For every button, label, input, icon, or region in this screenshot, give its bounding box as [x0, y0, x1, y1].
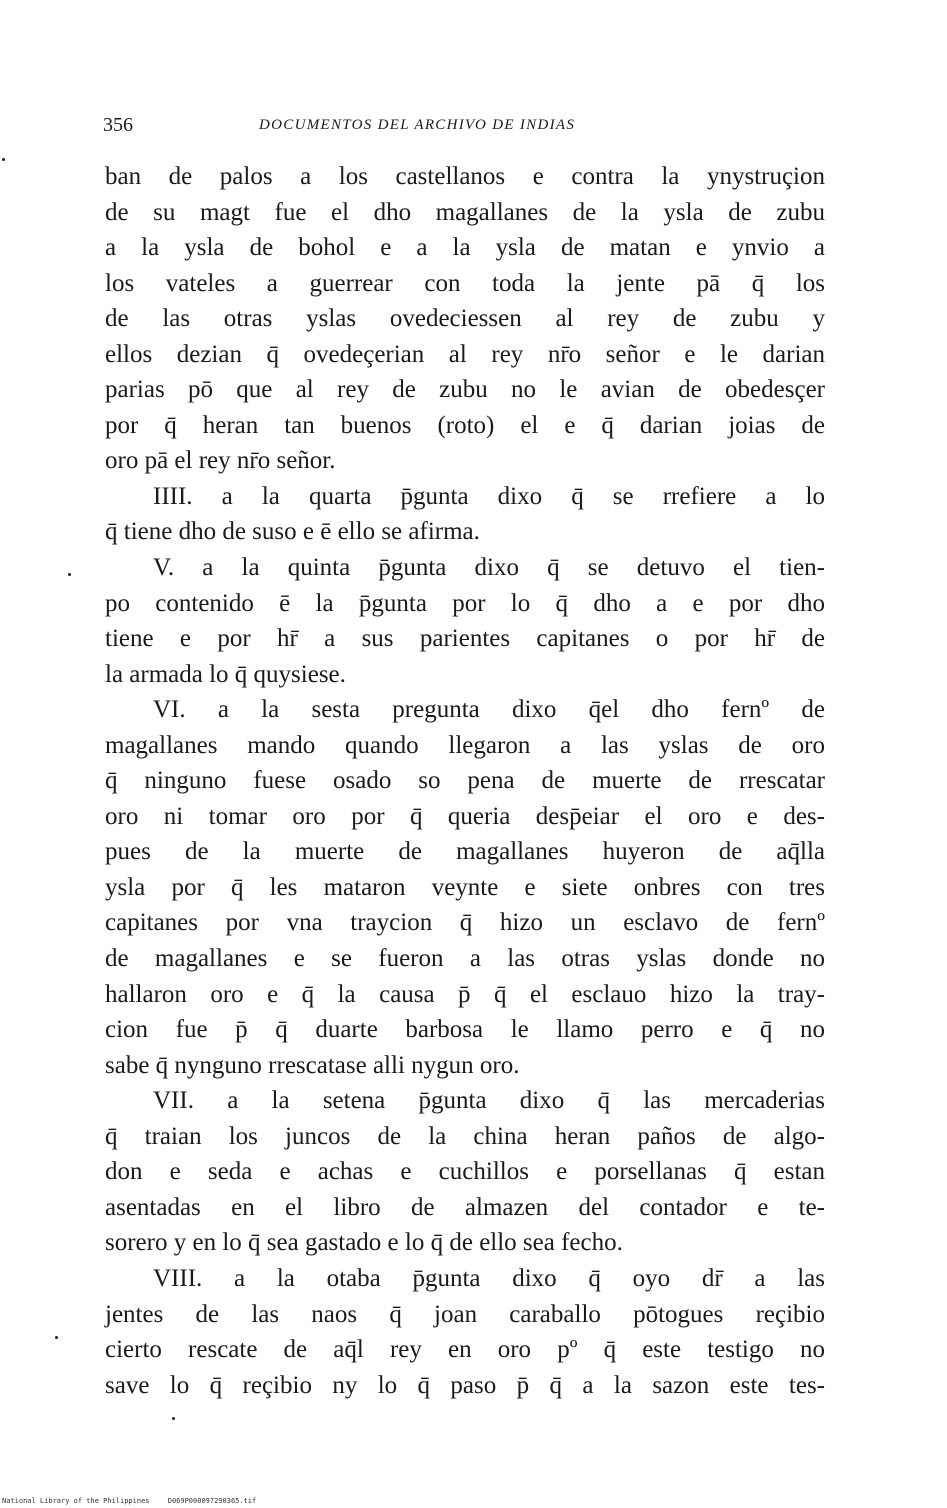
- scan-footer: [2, 1497, 256, 1505]
- text-line: de las otras yslas ovedeciessen al rey de zubu y: [105, 305, 825, 333]
- text-line: cion fue p̄ q̄ duarte barbosa le llamo perro e q̄ no: [105, 1016, 825, 1044]
- text-line: save lo q̄ reçibio ny lo q̄ paso p̄ q̄ a la sazon este tes-: [105, 1371, 825, 1399]
- text-line: IIII. a la quarta p̄gunta dixo q̄ se rrefiere a lo: [153, 482, 825, 510]
- footer-file: D069P000097290365.tif: [167, 1497, 257, 1505]
- text-line: magallanes mando quando llegaron a las yslas de oro: [105, 731, 825, 759]
- scan-speck: [55, 1336, 58, 1339]
- text-line: ysla por q̄ les mataron veynte e siete onbres con tres: [105, 873, 825, 901]
- text-line: parias pō que al rey de zubu no le avian de obedesçer: [105, 376, 825, 404]
- scan-speck: [68, 573, 71, 576]
- text-line: de magallanes e se fueron a las otras yslas donde no: [105, 945, 825, 973]
- footer-library: National Library of the Philippines: [2, 1497, 150, 1505]
- text-line: VI. a la sesta pregunta dixo q̄el dho fernº de: [153, 696, 825, 724]
- page-number: 356: [103, 114, 133, 136]
- text-line: VII. a la setena p̄gunta dixo q̄ las mercaderias: [153, 1087, 825, 1115]
- running-head: DOCUMENTOS DEL ARCHIVO DE INDIAS: [259, 117, 576, 133]
- text-line: hallaron oro e q̄ la causa p̄ q̄ el esclauo hizo la tray-: [105, 980, 825, 1008]
- scan-speck: [2, 158, 5, 161]
- text-line: los vateles a guerrear con toda la jente pā q̄ los: [105, 269, 825, 297]
- text-line: asentadas en el libro de almazen del contador e te-: [105, 1193, 825, 1221]
- text-line: a la ysla de bohol e a la ysla de matan e ynvio a: [105, 234, 825, 262]
- scan-speck: [172, 1417, 175, 1420]
- text-line: po contenido ē la p̄gunta por lo q̄ dho a e por dho: [105, 589, 825, 617]
- text-line: ellos dezian q̄ ovedeçerian al rey nr̄o señor e le darian: [105, 340, 825, 368]
- text-line: q̄ ninguno fuese osado so pena de muerte de rrescatar: [105, 767, 825, 795]
- text-line: oro ni tomar oro por q̄ queria desp̄eiar el oro e des-: [105, 802, 825, 830]
- text-line: don e seda e achas e cuchillos e porsellanas q̄ estan: [105, 1158, 825, 1186]
- text-line: capitanes por vna traycion q̄ hizo un esclavo de fernº: [105, 909, 825, 937]
- text-line: por q̄ heran tan buenos (roto) el e q̄ darian joias de: [105, 411, 825, 439]
- text-line: VIII. a la otaba p̄gunta dixo q̄ oyo dr̄ a las: [153, 1264, 825, 1292]
- text-line: V. a la quinta p̄gunta dixo q̄ se detuvo el tien-: [153, 554, 825, 582]
- page-header: [103, 114, 823, 142]
- text-line: la armada lo q̄ quysiese.: [105, 660, 346, 688]
- text-line: ban de palos a los castellanos e contra la ynystruçion: [105, 163, 825, 190]
- text-line: cierto rescate de aq̄l rey en oro pº q̄ este testigo no: [105, 1336, 825, 1364]
- text-line: sorero y en lo q̄ sea gastado e lo q̄ de ello sea fecho.: [105, 1229, 623, 1257]
- text-line: pues de la muerte de magallanes huyeron de aq̄lla: [105, 838, 825, 866]
- text-line: q̄ tiene dho de suso e ē ello se afirma.: [105, 518, 480, 546]
- text-line: tiene e por hr̄ a sus parientes capitanes o por hr̄ de: [105, 625, 825, 653]
- body-text: [105, 159, 825, 1403]
- text-line: sabe q̄ nynguno rrescatase alli nygun oro.: [105, 1051, 520, 1079]
- text-line: oro pā el rey nr̄o señor.: [105, 447, 336, 475]
- text-line: q̄ traian los juncos de la china heran paños de algo-: [105, 1122, 825, 1150]
- text-line: de su magt fue el dho magallanes de la ysla de zubu: [105, 198, 825, 226]
- text-line: jentes de las naos q̄ joan caraballo pōtogues reçibio: [105, 1300, 825, 1328]
